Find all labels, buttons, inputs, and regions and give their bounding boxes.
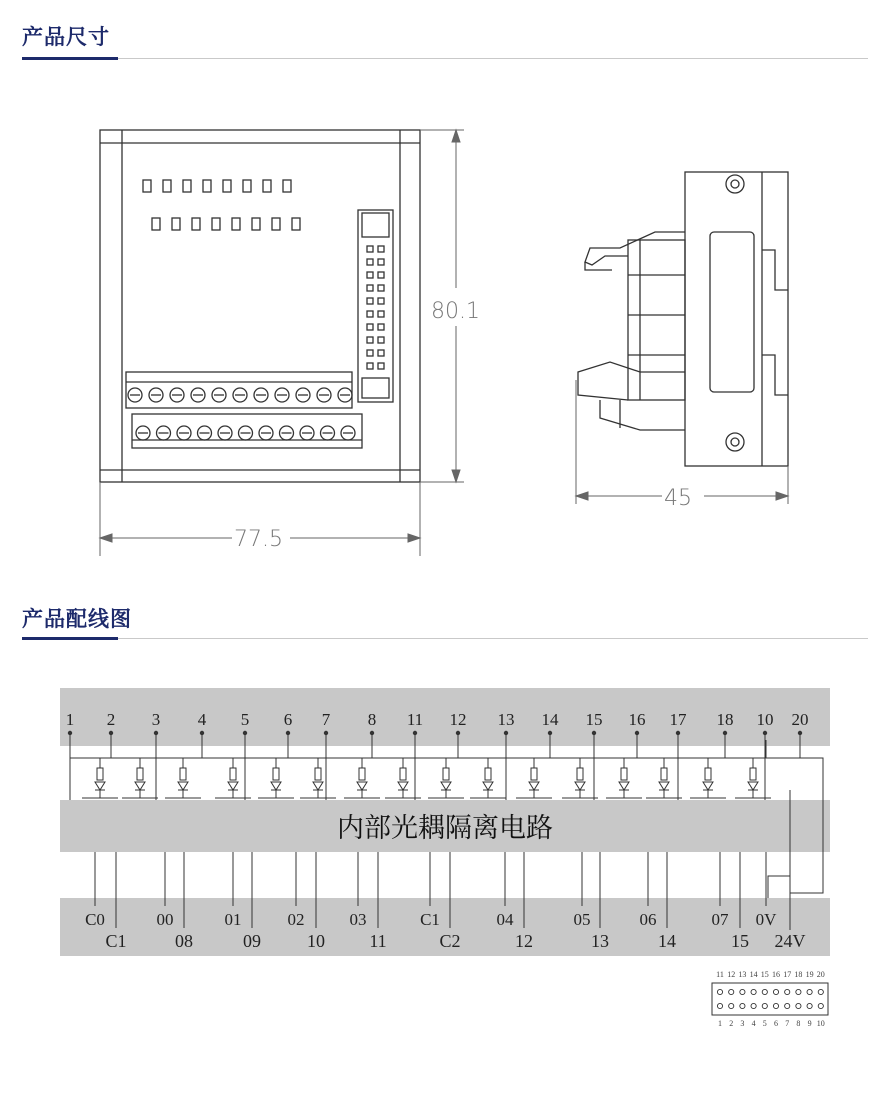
top-terminal-label: 11 bbox=[406, 710, 424, 729]
connector-pin-label: 1 bbox=[718, 1019, 722, 1028]
bottom-terminal-label-upper: 00 bbox=[156, 910, 174, 929]
connector-pin-label: 7 bbox=[785, 1019, 790, 1028]
bottom-terminal-label-upper: 0V bbox=[755, 910, 777, 929]
top-terminal-label: 4 bbox=[197, 710, 207, 729]
optocoupler-channel bbox=[735, 758, 771, 798]
height-dimension-label: 80.1 bbox=[431, 299, 480, 324]
connector-pinout bbox=[712, 970, 828, 1028]
connector-pin bbox=[807, 989, 812, 994]
optocoupler-channel bbox=[300, 758, 336, 798]
bottom-terminal-label-lower: C2 bbox=[439, 931, 461, 951]
connector-outline bbox=[712, 983, 828, 1015]
bottom-terminal-label-upper: 04 bbox=[496, 910, 514, 929]
top-terminal-label: 1 bbox=[65, 710, 75, 729]
optocoupler-channel bbox=[562, 758, 598, 798]
connector-pin bbox=[796, 989, 801, 994]
connector-pin bbox=[807, 1003, 812, 1008]
connector-pin-label: 4 bbox=[751, 1019, 756, 1028]
optocoupler-channel bbox=[215, 758, 251, 798]
depth-dimension-label: 45 bbox=[664, 486, 692, 511]
connector-pin-label: 11 bbox=[716, 970, 724, 979]
connector-pin bbox=[785, 989, 790, 994]
connector-pin bbox=[740, 989, 745, 994]
connector-pin bbox=[751, 1003, 756, 1008]
bottom-terminal-label-upper: 02 bbox=[287, 910, 305, 929]
top-terminal-label: 20 bbox=[791, 710, 809, 729]
connector-pin bbox=[818, 989, 823, 994]
bottom-terminal-label-lower: C1 bbox=[105, 931, 127, 951]
connector-pin bbox=[762, 1003, 767, 1008]
optocoupler-channel bbox=[516, 758, 552, 798]
connector-pin bbox=[796, 1003, 801, 1008]
bottom-terminal-label-upper: 05 bbox=[573, 910, 591, 929]
bottom-terminal-label-upper: 03 bbox=[349, 910, 367, 929]
connector-pin bbox=[717, 989, 722, 994]
bottom-terminal-label-upper: C0 bbox=[85, 910, 105, 929]
optocoupler-channel bbox=[470, 758, 506, 798]
connector-pin bbox=[785, 1003, 790, 1008]
connector-pin bbox=[818, 1003, 823, 1008]
connector-pin bbox=[729, 989, 734, 994]
bottom-terminal-label-lower: 15 bbox=[731, 931, 749, 951]
top-terminal-label: 6 bbox=[283, 710, 293, 729]
width-dimension-label: 77.5 bbox=[234, 527, 283, 552]
bottom-terminal-label-upper: C1 bbox=[420, 910, 440, 929]
bottom-terminal-label-upper: 07 bbox=[711, 910, 729, 929]
connector-pin-label: 19 bbox=[805, 970, 814, 979]
connector-pin-label: 9 bbox=[807, 1019, 812, 1028]
connector-pin bbox=[751, 989, 756, 994]
bottom-terminal-label-lower: 12 bbox=[515, 931, 533, 951]
connector-pin-label: 12 bbox=[727, 970, 736, 979]
connector-pin-label: 5 bbox=[762, 1019, 767, 1028]
bottom-terminal-label-lower: 24V bbox=[774, 931, 806, 951]
optocoupler-channel bbox=[606, 758, 642, 798]
bottom-terminal-label-lower: 09 bbox=[243, 931, 261, 951]
connector-pin-label: 8 bbox=[796, 1019, 801, 1028]
optocoupler-channel bbox=[258, 758, 294, 798]
top-terminal-label: 18 bbox=[716, 710, 734, 729]
bottom-terminal-label-upper: 06 bbox=[639, 910, 657, 929]
optocoupler-band-label: 内部光耦隔离电路 bbox=[337, 813, 553, 844]
connector-pin bbox=[729, 1003, 734, 1008]
bottom-terminal-label-upper: 01 bbox=[224, 910, 242, 929]
top-terminal-label: 7 bbox=[321, 710, 331, 729]
section-title-wiring: 产品配线图 bbox=[22, 607, 132, 631]
optocoupler-channel bbox=[122, 758, 158, 798]
bottom-terminal-label-lower: 13 bbox=[591, 931, 609, 951]
optocoupler-channel bbox=[646, 758, 682, 798]
connector-pin-label: 3 bbox=[740, 1019, 745, 1028]
top-terminal-label: 8 bbox=[367, 710, 377, 729]
top-terminal-label: 12 bbox=[449, 710, 467, 729]
top-terminal-label: 17 bbox=[669, 710, 687, 729]
connector-pin-label: 13 bbox=[738, 970, 747, 979]
connector-pin bbox=[762, 989, 767, 994]
connector-pin-label: 14 bbox=[749, 970, 758, 979]
top-terminal-label: 10 bbox=[756, 710, 774, 729]
connector-pin-label: 18 bbox=[794, 970, 803, 979]
top-terminal-label: 3 bbox=[151, 710, 161, 729]
bottom-terminal-label-lower: 10 bbox=[307, 931, 325, 951]
optocoupler-channel bbox=[344, 758, 380, 798]
optocoupler-channel bbox=[428, 758, 464, 798]
bottom-terminal-label-lower: 08 bbox=[175, 931, 193, 951]
top-terminal-label: 13 bbox=[497, 710, 515, 729]
top-terminal-label: 16 bbox=[628, 710, 646, 729]
connector-pin-label: 16 bbox=[772, 970, 780, 979]
connector-pin-label: 6 bbox=[774, 1019, 778, 1028]
connector-pin bbox=[717, 1003, 722, 1008]
top-terminal-label: 5 bbox=[240, 710, 250, 729]
top-terminal-band bbox=[60, 688, 830, 746]
optocoupler-channel bbox=[165, 758, 201, 798]
connector-pin-label: 2 bbox=[729, 1019, 734, 1028]
optocoupler-channel bbox=[690, 758, 726, 798]
connector-pin-label: 15 bbox=[760, 970, 769, 979]
bottom-terminal-label-lower: 11 bbox=[369, 931, 387, 951]
optocoupler-channel bbox=[385, 758, 421, 798]
top-terminal-label: 15 bbox=[585, 710, 603, 729]
bottom-terminal-label-lower: 14 bbox=[658, 931, 676, 951]
connector-pin-label: 17 bbox=[783, 970, 792, 979]
connector-pin bbox=[773, 1003, 778, 1008]
top-terminal-label: 2 bbox=[106, 710, 116, 729]
optocoupler-channel bbox=[82, 758, 118, 798]
connector-pin-label: 10 bbox=[816, 1019, 825, 1028]
connector-pin-label: 20 bbox=[816, 970, 825, 979]
section-title-size: 产品尺寸 bbox=[22, 25, 110, 49]
connector-pin bbox=[740, 1003, 745, 1008]
connector-pin bbox=[773, 989, 778, 994]
top-terminal-label: 14 bbox=[541, 710, 559, 729]
